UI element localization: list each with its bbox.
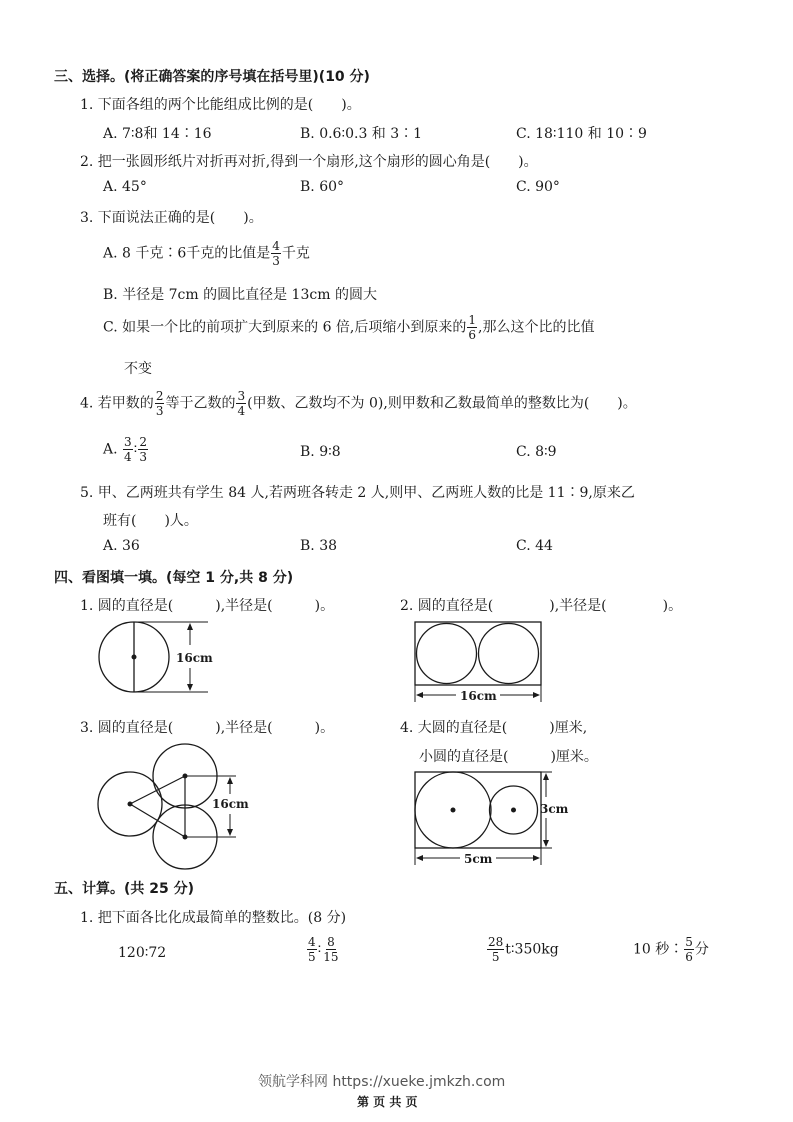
q2-option-a: A. 45° xyxy=(103,179,147,195)
calc-ratio-1: 120∶72 xyxy=(118,945,167,961)
figure-1-circle-diameter xyxy=(96,618,226,696)
section-title-choice: 三、选择。(将正确答案的序号填在括号里)(10 分) xyxy=(54,69,370,85)
calc-ratio-4: 10 秒∶ $\frac{5}{6}$ 分 xyxy=(633,935,709,964)
q4-option-a: A. $\frac{3}{4}$ ∶ $\frac{2}{3}$ xyxy=(103,435,147,464)
figure-1-label: 16cm xyxy=(176,651,213,665)
q4-fraction-2: $\frac{3}{4}$ xyxy=(237,389,246,418)
figure-3-label: 16cm xyxy=(212,797,249,811)
q3-option-c-continued: 不变 xyxy=(124,361,152,377)
q3-a-unit: 千克 xyxy=(281,245,310,262)
figure-1-prompt: 1. 圆的直径是( ),半径是( )。 xyxy=(80,598,335,614)
q4-option-b: B. 9∶8 xyxy=(300,444,341,460)
figure-4-height-label: 3cm xyxy=(540,802,569,816)
figure-2-prompt: 2. 圆的直径是( ),半径是( )。 xyxy=(400,598,683,614)
question-5-line-1: 5. 甲、乙两班共有学生 84 人,若两班各转走 2 人,则甲、乙两班人数的比是 11∶9,原来乙 xyxy=(80,485,635,501)
q3-c-fraction: $\frac{1}{6}$ xyxy=(468,313,477,342)
figure-4-width-label: 5cm xyxy=(464,852,493,866)
figure-2-two-circles-rectangle xyxy=(412,618,548,704)
q1-option-c: C. 18∶110 和 10∶9 xyxy=(516,126,647,142)
section-title-figures: 四、看图填一填。(每空 1 分,共 8 分) xyxy=(54,570,294,586)
figure-2-label: 16cm xyxy=(460,689,497,703)
q1-option-b: B. 0.6∶0.3 和 3∶1 xyxy=(300,126,423,142)
calc-question-1: 1. 把下面各比化成最简单的整数比。(8 分) xyxy=(80,910,347,926)
question-5-line-2: 班有( )人。 xyxy=(103,513,198,529)
q5-option-b: B. 38 xyxy=(300,538,338,554)
question-1-stem: 1. 下面各组的两个比能组成比例的是( )。 xyxy=(80,97,361,113)
question-2-stem: 2. 把一张圆形纸片对折再对折,得到一个扇形,这个扇形的圆心角是( )。 xyxy=(80,154,538,170)
q2-option-c: C. 90° xyxy=(516,179,560,195)
section-title-calculation: 五、计算。(共 25 分) xyxy=(54,881,195,897)
footer-page-number: 第 页 共 页 xyxy=(357,1095,418,1109)
q3-option-a xyxy=(103,240,310,267)
q5-option-c: C. 44 xyxy=(516,538,553,554)
figure-3-prompt: 3. 圆的直径是( ),半径是( )。 xyxy=(80,720,335,736)
q1-option-a: A. 7∶8和 14∶16 xyxy=(103,126,212,142)
calc-ratio-2: $\frac{4}{5}$ ∶ $\frac{8}{15}$ xyxy=(308,935,339,964)
calc-ratio-3: $\frac{28}{5}$ t∶350kg xyxy=(488,935,559,964)
q3-option-b: B. 半径是 7cm 的圆比直径是 13cm 的圆大 xyxy=(103,287,377,303)
footer-website: 领航学科网 https://xueke.jmkzh.com xyxy=(258,1074,506,1090)
q4-option-c: C. 8∶9 xyxy=(516,444,557,460)
question-4-stem: 4. 若甲数的 $\frac{2}{3}$ 等于乙数的 $\frac{3}{4}$ (甲数、乙数均不为 0),则甲数和乙数最简单的整数比为( )。 xyxy=(80,389,637,418)
figure-4-prompt-line-1: 4. 大圆的直径是( )厘米, xyxy=(400,720,588,736)
q3-a-text: A. 8 千克∶6千克的比值是 xyxy=(103,245,271,262)
figure-4-big-small-circles xyxy=(412,768,584,868)
question-3-stem: 3. 下面说法正确的是( )。 xyxy=(80,210,263,226)
q3-option-c: C. 如果一个比的前项扩大到原来的 6 倍,后项缩小到原来的 $\frac{1}{6}$ ,那么这个比的比值 xyxy=(103,313,595,342)
q3-a-fraction: $\frac{4}{3}$ xyxy=(272,239,280,268)
q5-option-a: A. 36 xyxy=(103,538,140,554)
q2-option-b: B. 60° xyxy=(300,179,345,195)
q4-fraction-1: $\frac{2}{3}$ xyxy=(155,389,164,418)
figure-4-prompt-line-2: 小圆的直径是( )厘米。 xyxy=(419,749,598,765)
figure-3-three-circles xyxy=(96,742,266,872)
